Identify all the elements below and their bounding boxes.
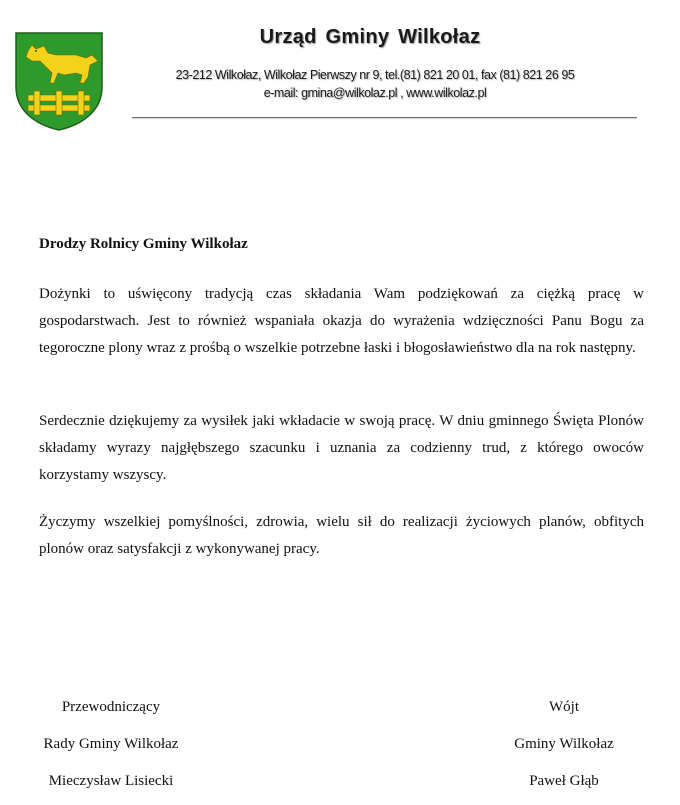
office-address: 23-212 Wilkołaz, Wilkołaz Pierwszy nr 9, tel.(81) 821 20 01, fax (81) 821 26 95 [175, 68, 575, 82]
left-signatory-name: Mieczysław Lisiecki [48, 773, 174, 789]
office-title: Urząd Gminy Wilkołaz [259, 26, 481, 48]
left-signatory-title: Przewodniczący [61, 699, 161, 715]
right-signatory-body: Gminy Wilkołaz [514, 736, 614, 752]
letter-paragraph-1: Dożynki to uświęcony tradycją czas składania Wam podziękowań za ciężką pracę w gospodarstwach. Jest to również wspaniała okazja do wyrażenia wdzięczności Panu Bogu za tegoroczne plony wraz z prośbą o wszelkie potrzebne łaski i błogosławieństwo dla na rok następny. [39, 286, 644, 356]
office-contact: e-mail: gmina@wilkolaz.pl , www.wilkolaz.pl [263, 86, 487, 100]
coat-of-arms-wolf-icon [14, 31, 104, 131]
right-signatory-name: Paweł Głąb [529, 773, 599, 789]
header-divider [132, 117, 637, 118]
letter-paragraph-2: Serdecznie dziękujemy za wysiłek jaki wkładacie w swoją pracę. W dniu gminnego Święta Plonów składamy wyrazy najgłębszego szacunku i uznania za codzienny trud, z którego owoców korzystamy wszyscy. [39, 413, 644, 483]
letter-greeting: Drodzy Rolnicy Gminy Wilkołaz [39, 236, 248, 252]
letter-paragraph-3: Życzymy wszelkiej pomyślności, zdrowia, wielu sił do realizacji życiowych planów, obfitych plonów oraz satysfakcji z wykonywanej pracy. [39, 514, 644, 557]
right-signatory-title: Wójt [549, 699, 579, 715]
left-signatory-body: Rady Gminy Wilkołaz [43, 736, 179, 752]
